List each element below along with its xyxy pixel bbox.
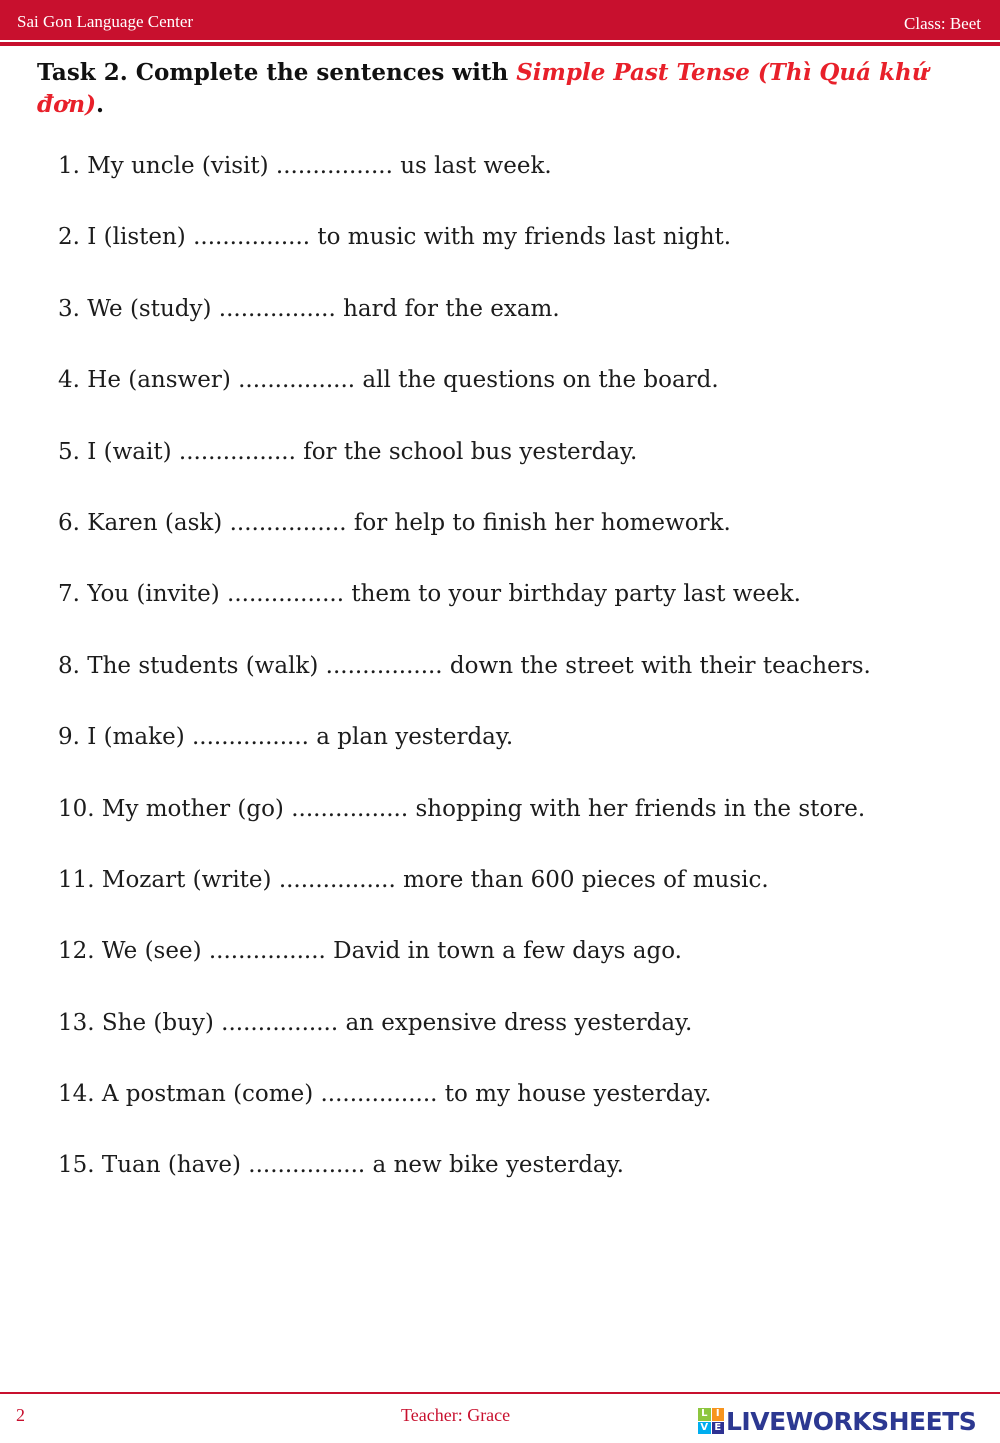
exercise-item-8: 8. The students (walk) ................ down the street with their teachers. bbox=[58, 652, 871, 679]
exercise-item-4: 4. He (answer) ................ all the questions on the board. bbox=[58, 367, 719, 394]
logo-letter-l: L bbox=[698, 1408, 711, 1421]
center-name: Sai Gon Language Center bbox=[17, 12, 194, 31]
liveworksheets-logo[interactable] bbox=[698, 1404, 976, 1438]
task-heading bbox=[37, 57, 957, 121]
exercise-item-12: 12. We (see) ................ David in town a few days ago. bbox=[58, 938, 682, 965]
exercise-item-1: 1. My uncle (visit) ................ us last week. bbox=[58, 153, 552, 179]
task-highlight: Simple Past Tense (Thì Quá khứ đơn) bbox=[37, 59, 929, 118]
exercise-item-13: 13. She (buy) ................ an expensive dress yesterday. bbox=[58, 1009, 693, 1036]
logo-letter-e: E bbox=[712, 1422, 725, 1435]
teacher-name: Teacher: Grace bbox=[401, 1405, 511, 1425]
exercise-item-10: 10. My mother (go) ................ shopping with her friends in the store. bbox=[58, 795, 866, 822]
exercise-item-6: 6. Karen (ask) ................ for help to finish her homework. bbox=[58, 509, 731, 536]
exercise-item-14: 14. A postman (come) ................ to my house yesterday. bbox=[58, 1081, 712, 1108]
exercise-item-11: 11. Mozart (write) ................ more than 600 pieces of music. bbox=[58, 866, 769, 893]
header-divider bbox=[0, 42, 1000, 46]
page-header bbox=[0, 0, 1000, 40]
logo-letter-i: I bbox=[712, 1408, 725, 1421]
exercise-item-7: 7. You (invite) ................ them to your birthday party last week. bbox=[58, 581, 801, 608]
exercise-item-15: 15. Tuan (have) ................ a new bike yesterday. bbox=[58, 1152, 624, 1179]
page-number: 2 bbox=[16, 1405, 25, 1425]
exercise-item-2: 2. I (listen) ................ to music with my friends last night. bbox=[58, 224, 732, 251]
exercise-list bbox=[58, 150, 978, 1221]
exercise-item-9: 9. I (make) ................ a plan yesterday. bbox=[58, 724, 514, 751]
task-prefix: Task 2. Complete the sentences with bbox=[37, 59, 517, 86]
footer-divider bbox=[0, 1392, 1000, 1394]
task-suffix: . bbox=[96, 91, 105, 118]
brand-text: LIVEWORKSHEETS bbox=[726, 1406, 977, 1436]
logo-letter-v: V bbox=[698, 1422, 711, 1435]
exercise-item-3: 3. We (study) ................ hard for the exam. bbox=[58, 295, 560, 322]
class-label: Class: Beet bbox=[904, 14, 981, 33]
exercise-item-5: 5. I (wait) ................ for the school bus yesterday. bbox=[58, 438, 638, 465]
liveworksheets-logo-icon bbox=[698, 1408, 724, 1434]
